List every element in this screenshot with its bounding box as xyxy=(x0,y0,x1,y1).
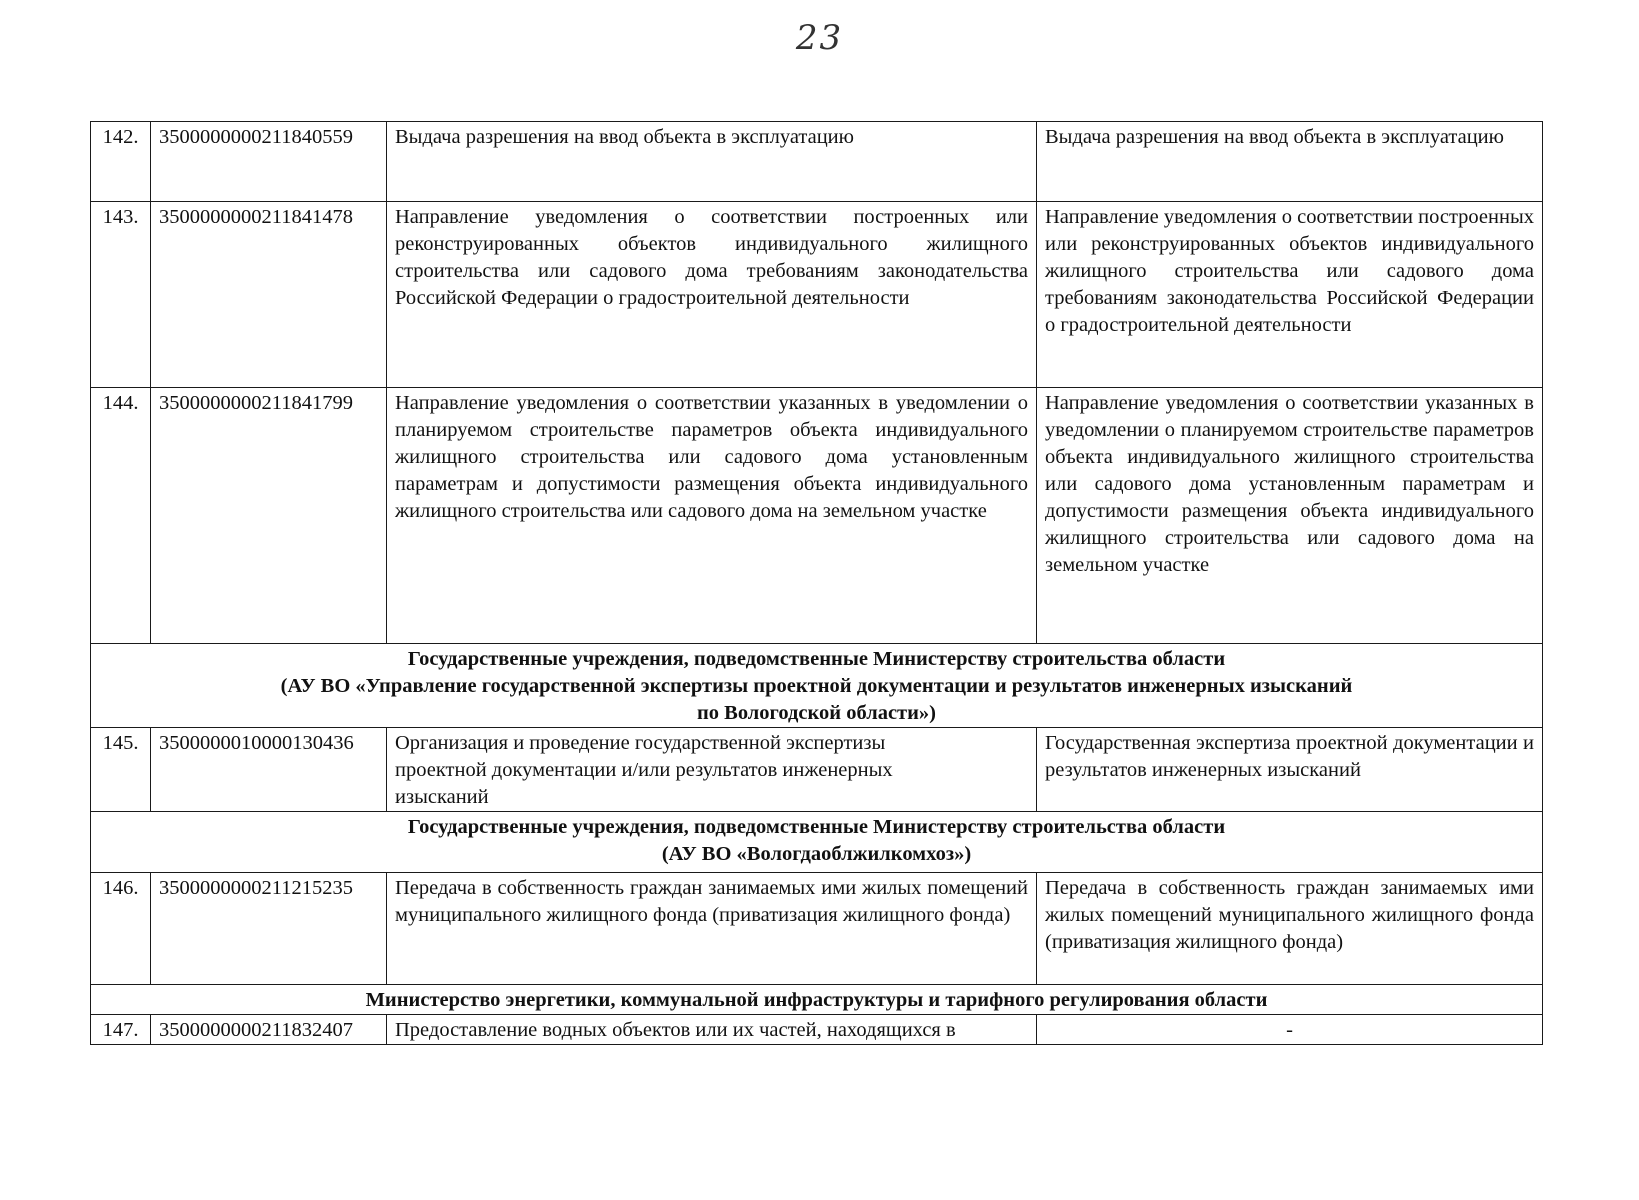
services-table xyxy=(90,121,1543,1045)
section-header xyxy=(91,644,1543,728)
service-description: Выдача разрешения на ввод объекта в эксплуатацию xyxy=(1037,122,1543,202)
section-title: Государственные учреждения, подведомственные Министерству строительства области xyxy=(407,648,1226,670)
service-code: 3500000010000130436 xyxy=(151,728,387,812)
service-name: Направление уведомления о соответствии указанных в уведомлении о планируемом строительстве параметров объекта индивидуального жилищного строительства или садового дома установленным параметрам и допустимости размещения объекта индивидуального жилищного строительства или садового дома на земельном участке xyxy=(387,388,1037,644)
section-header xyxy=(91,985,1543,1015)
service-name: Передача в собственность граждан занимаемых ими жилых помещений муниципального жилищного фонда (приватизация жилищного фонда) xyxy=(387,873,1037,985)
service-name: Направление уведомления о соответствии построенных или реконструированных объектов индивидуального жилищного строительства или садового дома требованиям законодательства Российской Федерации о градостроительной деятельности xyxy=(387,202,1037,388)
table-row xyxy=(91,388,1543,644)
table-row xyxy=(91,202,1543,388)
section-header-row xyxy=(91,644,1543,728)
service-code: 3500000000211832407 xyxy=(151,1015,387,1045)
service-description: Передача в собственность граждан занимаемых ими жилых помещений муниципального жилищного фонда (приватизация жилищного фонда) xyxy=(1037,873,1543,985)
table-row xyxy=(91,1015,1543,1045)
service-description: Государственная экспертиза проектной документации и результатов инженерных изысканий xyxy=(1037,728,1543,812)
service-description: Направление уведомления о соответствии указанных в уведомлении о планируемом строительстве параметров объекта индивидуального жилищного строительства или садового дома установленным параметрам и допустимости размещения объекта индивидуального жилищного строительства или садового дома на земельном участке xyxy=(1037,388,1543,644)
row-number: 145. xyxy=(91,728,151,812)
service-description: Направление уведомления о соответствии построенных или реконструированных объектов индивидуального жилищного строительства или садового дома требованиям законодательства Российской Федерации о градостроительной деятельности xyxy=(1037,202,1543,388)
service-code: 3500000000211841478 xyxy=(151,202,387,388)
row-number: 144. xyxy=(91,388,151,644)
section-title: Министерство энергетики, коммунальной инфраструктуры и тарифного регулирования области xyxy=(365,989,1268,1011)
service-code: 3500000000211841799 xyxy=(151,388,387,644)
service-description: - xyxy=(1037,1015,1543,1045)
service-name: Выдача разрешения на ввод объекта в эксплуатацию xyxy=(387,122,1037,202)
row-number: 143. xyxy=(91,202,151,388)
service-name: Организация и проведение государственной экспертизы проектной документации и/или результатов инженерных изысканий xyxy=(387,728,1037,812)
section-subtitle: по Вологодской области») xyxy=(696,702,937,724)
service-code: 3500000000211840559 xyxy=(151,122,387,202)
table-row xyxy=(91,122,1543,202)
row-number: 146. xyxy=(91,873,151,985)
page-number: 23 xyxy=(795,18,844,58)
section-header xyxy=(91,812,1543,873)
section-header-row xyxy=(91,812,1543,873)
table-row xyxy=(91,873,1543,985)
section-title: Государственные учреждения, подведомственные Министерству строительства области xyxy=(407,816,1226,838)
section-subtitle: (АУ ВО «Вологдаоблжилкомхоз») xyxy=(661,843,972,865)
row-number: 147. xyxy=(91,1015,151,1045)
row-number: 142. xyxy=(91,122,151,202)
service-name: Предоставление водных объектов или их частей, находящихся в xyxy=(387,1015,1037,1045)
section-header-row xyxy=(91,985,1543,1015)
table-row xyxy=(91,728,1543,812)
section-subtitle: (АУ ВО «Управление государственной экспертизы проектной документации и результатов инженерных изысканий xyxy=(280,675,1353,697)
service-code: 3500000000211215235 xyxy=(151,873,387,985)
